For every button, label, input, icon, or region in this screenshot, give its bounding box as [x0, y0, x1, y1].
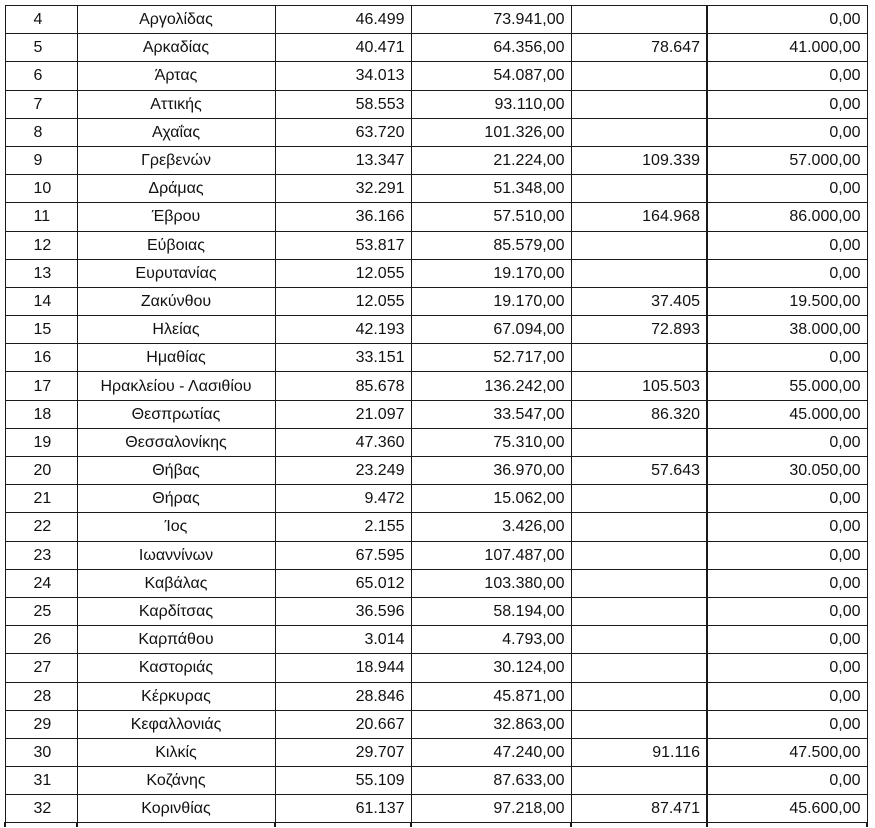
value-col-1: 36.166 [275, 203, 411, 231]
value-col-4: 0,00 [707, 259, 867, 287]
row-number: 6 [5, 62, 77, 90]
row-number: 18 [5, 400, 77, 428]
continuation-cell [5, 823, 77, 828]
row-number: 5 [5, 34, 77, 62]
prefecture-name: Δράμας [77, 175, 275, 203]
value-col-2: 3.426,00 [411, 513, 571, 541]
table-row [5, 344, 867, 372]
row-number: 14 [5, 287, 77, 315]
value-col-3 [571, 569, 707, 597]
prefecture-name: Κοζάνης [77, 767, 275, 795]
row-number: 7 [5, 90, 77, 118]
table-continuation-row [5, 823, 867, 828]
value-col-2: 54.087,00 [411, 62, 571, 90]
value-col-3 [571, 654, 707, 682]
value-col-3: 87.471 [571, 795, 707, 823]
value-col-4: 0,00 [707, 428, 867, 456]
prefecture-name: Καστοριάς [77, 654, 275, 682]
value-col-3 [571, 62, 707, 90]
value-col-1: 55.109 [275, 767, 411, 795]
value-col-3: 91.116 [571, 738, 707, 766]
value-col-1: 20.667 [275, 710, 411, 738]
table-row [5, 62, 867, 90]
value-col-3: 109.339 [571, 146, 707, 174]
value-col-1: 3.014 [275, 626, 411, 654]
value-col-3 [571, 513, 707, 541]
row-number: 8 [5, 118, 77, 146]
value-col-1: 46.499 [275, 6, 411, 34]
value-col-2: 136.242,00 [411, 372, 571, 400]
value-col-4: 0,00 [707, 485, 867, 513]
table-row [5, 767, 867, 795]
table-row [5, 795, 867, 823]
value-col-4: 0,00 [707, 90, 867, 118]
table-row [5, 34, 867, 62]
value-col-1: 47.360 [275, 428, 411, 456]
value-col-2: 32.863,00 [411, 710, 571, 738]
value-col-4: 0,00 [707, 682, 867, 710]
value-col-1: 40.471 [275, 34, 411, 62]
value-col-4: 0,00 [707, 597, 867, 625]
value-col-2: 21.224,00 [411, 146, 571, 174]
table-body [5, 6, 867, 828]
value-col-3 [571, 6, 707, 34]
value-col-1: 53.817 [275, 231, 411, 259]
prefecture-name: Αττικής [77, 90, 275, 118]
table-row [5, 513, 867, 541]
prefecture-name: Ευρυτανίας [77, 259, 275, 287]
value-col-1: 12.055 [275, 287, 411, 315]
continuation-cell [275, 823, 411, 828]
table-row [5, 203, 867, 231]
value-col-2: 85.579,00 [411, 231, 571, 259]
value-col-4: 30.050,00 [707, 457, 867, 485]
value-col-4: 0,00 [707, 513, 867, 541]
value-col-2: 103.380,00 [411, 569, 571, 597]
value-col-2: 33.547,00 [411, 400, 571, 428]
value-col-3 [571, 90, 707, 118]
table-row [5, 738, 867, 766]
value-col-4: 45.000,00 [707, 400, 867, 428]
value-col-2: 52.717,00 [411, 344, 571, 372]
value-col-1: 9.472 [275, 485, 411, 513]
row-number: 25 [5, 597, 77, 625]
value-col-1: 18.944 [275, 654, 411, 682]
value-col-3: 57.643 [571, 457, 707, 485]
value-col-4: 0,00 [707, 569, 867, 597]
row-number: 24 [5, 569, 77, 597]
prefecture-table [4, 5, 868, 827]
continuation-cell [77, 823, 275, 828]
row-number: 20 [5, 457, 77, 485]
row-number: 31 [5, 767, 77, 795]
prefecture-name: Ίος [77, 513, 275, 541]
value-col-3 [571, 175, 707, 203]
value-col-2: 51.348,00 [411, 175, 571, 203]
value-col-2: 4.793,00 [411, 626, 571, 654]
prefecture-name: Καρδίτσας [77, 597, 275, 625]
value-col-2: 64.356,00 [411, 34, 571, 62]
value-col-1: 32.291 [275, 175, 411, 203]
value-col-3 [571, 118, 707, 146]
value-col-3 [571, 259, 707, 287]
row-number: 32 [5, 795, 77, 823]
value-col-1: 58.553 [275, 90, 411, 118]
row-number: 12 [5, 231, 77, 259]
prefecture-name: Θήρας [77, 485, 275, 513]
value-col-2: 73.941,00 [411, 6, 571, 34]
value-col-2: 67.094,00 [411, 316, 571, 344]
prefecture-name: Κέρκυρας [77, 682, 275, 710]
value-col-2: 30.124,00 [411, 654, 571, 682]
value-col-3 [571, 344, 707, 372]
value-col-3 [571, 541, 707, 569]
value-col-3 [571, 597, 707, 625]
value-col-4: 0,00 [707, 118, 867, 146]
value-col-2: 101.326,00 [411, 118, 571, 146]
row-number: 16 [5, 344, 77, 372]
prefecture-name: Αρκαδίας [77, 34, 275, 62]
value-col-1: 33.151 [275, 344, 411, 372]
row-number: 26 [5, 626, 77, 654]
table-row [5, 541, 867, 569]
value-col-4: 0,00 [707, 6, 867, 34]
table-row [5, 682, 867, 710]
value-col-2: 97.218,00 [411, 795, 571, 823]
value-col-4: 0,00 [707, 62, 867, 90]
row-number: 17 [5, 372, 77, 400]
value-col-4: 41.000,00 [707, 34, 867, 62]
value-col-1: 13.347 [275, 146, 411, 174]
table-row [5, 231, 867, 259]
continuation-cell [571, 823, 707, 828]
table-row [5, 316, 867, 344]
continuation-cell [707, 823, 867, 828]
value-col-1: 61.137 [275, 795, 411, 823]
row-number: 28 [5, 682, 77, 710]
prefecture-name: Κορινθίας [77, 795, 275, 823]
row-number: 22 [5, 513, 77, 541]
prefecture-name: Θήβας [77, 457, 275, 485]
prefecture-name: Έβρου [77, 203, 275, 231]
row-number: 15 [5, 316, 77, 344]
row-number: 11 [5, 203, 77, 231]
table-row [5, 428, 867, 456]
table-row [5, 259, 867, 287]
value-col-2: 57.510,00 [411, 203, 571, 231]
value-col-1: 63.720 [275, 118, 411, 146]
table-row [5, 118, 867, 146]
value-col-4: 47.500,00 [707, 738, 867, 766]
prefecture-name: Θεσπρωτίας [77, 400, 275, 428]
table-row [5, 457, 867, 485]
value-col-1: 67.595 [275, 541, 411, 569]
table-row [5, 569, 867, 597]
value-col-3 [571, 485, 707, 513]
value-col-4: 0,00 [707, 231, 867, 259]
value-col-4: 0,00 [707, 626, 867, 654]
value-col-3: 86.320 [571, 400, 707, 428]
value-col-4: 0,00 [707, 710, 867, 738]
continuation-cell [411, 823, 571, 828]
value-col-1: 85.678 [275, 372, 411, 400]
prefecture-name: Άρτας [77, 62, 275, 90]
prefecture-name: Ηλείας [77, 316, 275, 344]
prefecture-name: Γρεβενών [77, 146, 275, 174]
value-col-3: 105.503 [571, 372, 707, 400]
value-col-3: 72.893 [571, 316, 707, 344]
value-col-4: 19.500,00 [707, 287, 867, 315]
prefecture-name: Κιλκίς [77, 738, 275, 766]
row-number: 29 [5, 710, 77, 738]
value-col-1: 65.012 [275, 569, 411, 597]
value-col-4: 0,00 [707, 541, 867, 569]
value-col-1: 12.055 [275, 259, 411, 287]
table-row [5, 400, 867, 428]
value-col-3 [571, 231, 707, 259]
value-col-3: 37.405 [571, 287, 707, 315]
row-number: 27 [5, 654, 77, 682]
value-col-3: 164.968 [571, 203, 707, 231]
row-number: 4 [5, 6, 77, 34]
row-number: 23 [5, 541, 77, 569]
table-row [5, 175, 867, 203]
prefecture-name: Ηρακλείου - Λασιθίου [77, 372, 275, 400]
row-number: 21 [5, 485, 77, 513]
prefecture-name: Καρπάθου [77, 626, 275, 654]
value-col-2: 47.240,00 [411, 738, 571, 766]
table-row [5, 626, 867, 654]
value-col-1: 28.846 [275, 682, 411, 710]
prefecture-name: Ημαθίας [77, 344, 275, 372]
value-col-4: 0,00 [707, 175, 867, 203]
prefecture-name: Καβάλας [77, 569, 275, 597]
value-col-2: 15.062,00 [411, 485, 571, 513]
prefecture-name: Θεσσαλονίκης [77, 428, 275, 456]
prefecture-name: Κεφαλλονιάς [77, 710, 275, 738]
value-col-4: 0,00 [707, 767, 867, 795]
value-col-4: 0,00 [707, 654, 867, 682]
prefecture-name: Αχαΐας [77, 118, 275, 146]
row-number: 13 [5, 259, 77, 287]
row-number: 19 [5, 428, 77, 456]
value-col-1: 21.097 [275, 400, 411, 428]
value-col-2: 19.170,00 [411, 287, 571, 315]
value-col-1: 23.249 [275, 457, 411, 485]
table-row [5, 6, 867, 34]
value-col-4: 45.600,00 [707, 795, 867, 823]
value-col-2: 36.970,00 [411, 457, 571, 485]
prefecture-name: Ιωαννίνων [77, 541, 275, 569]
value-col-2: 58.194,00 [411, 597, 571, 625]
prefecture-name: Εύβοιας [77, 231, 275, 259]
table-row [5, 372, 867, 400]
value-col-4: 57.000,00 [707, 146, 867, 174]
value-col-3 [571, 710, 707, 738]
value-col-2: 45.871,00 [411, 682, 571, 710]
value-col-2: 19.170,00 [411, 259, 571, 287]
value-col-3 [571, 767, 707, 795]
value-col-2: 93.110,00 [411, 90, 571, 118]
table-row [5, 654, 867, 682]
prefecture-name: Αργολίδας [77, 6, 275, 34]
table-row [5, 710, 867, 738]
value-col-1: 2.155 [275, 513, 411, 541]
value-col-1: 34.013 [275, 62, 411, 90]
value-col-4: 86.000,00 [707, 203, 867, 231]
value-col-4: 38.000,00 [707, 316, 867, 344]
row-number: 9 [5, 146, 77, 174]
value-col-2: 87.633,00 [411, 767, 571, 795]
table-row [5, 90, 867, 118]
value-col-4: 0,00 [707, 344, 867, 372]
row-number: 30 [5, 738, 77, 766]
table-row [5, 597, 867, 625]
prefecture-name: Ζακύνθου [77, 287, 275, 315]
value-col-3 [571, 428, 707, 456]
value-col-1: 36.596 [275, 597, 411, 625]
table-row [5, 485, 867, 513]
value-col-3: 78.647 [571, 34, 707, 62]
value-col-4: 55.000,00 [707, 372, 867, 400]
table-row [5, 287, 867, 315]
value-col-2: 107.487,00 [411, 541, 571, 569]
value-col-2: 75.310,00 [411, 428, 571, 456]
table-row [5, 146, 867, 174]
row-number: 10 [5, 175, 77, 203]
value-col-1: 42.193 [275, 316, 411, 344]
value-col-3 [571, 682, 707, 710]
value-col-1: 29.707 [275, 738, 411, 766]
value-col-3 [571, 626, 707, 654]
